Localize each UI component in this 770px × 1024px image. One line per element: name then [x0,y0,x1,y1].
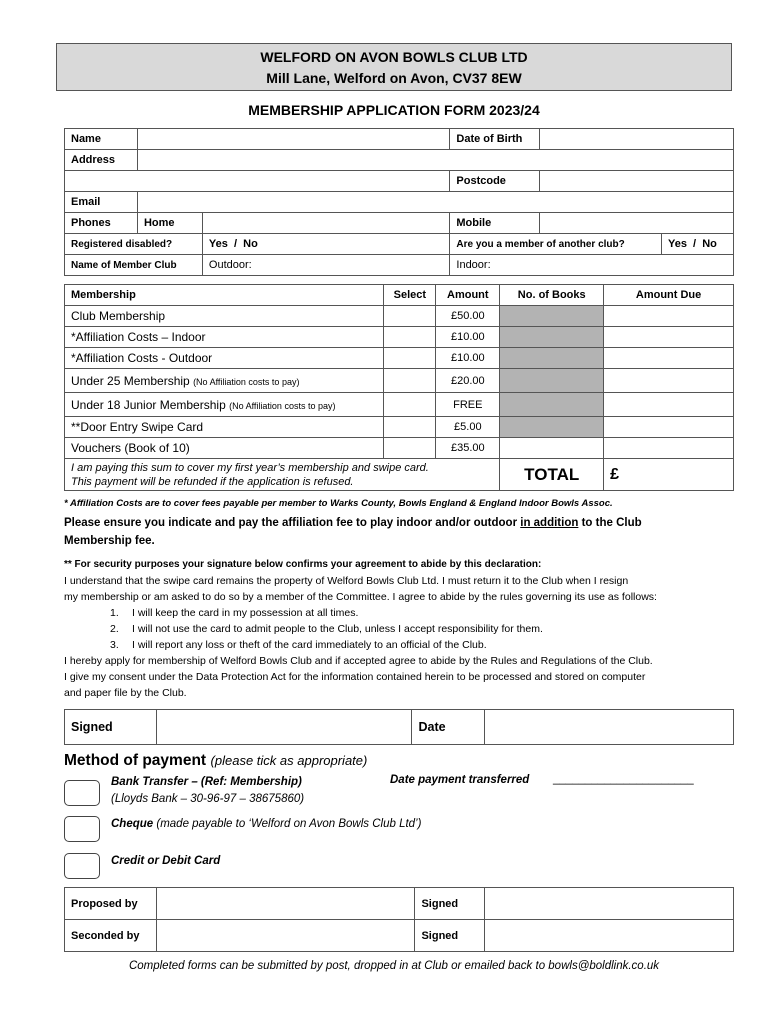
email-label: Email [65,192,138,213]
member-club-label: Name of Member Club [65,255,203,276]
cheque-checkbox[interactable] [64,816,100,842]
select-cell[interactable] [384,417,436,438]
home-phone-field[interactable] [202,213,450,234]
list-item: 2. I will not use the card to admit people to the Club, unless I accept responsibility for them. [110,623,543,635]
membership-label: **Door Entry Swipe Card [65,417,384,438]
table-row [65,393,734,417]
membership-label: Club Membership [65,306,384,327]
books-input[interactable] [500,438,604,459]
seconded-by-label: Seconded by [65,920,157,952]
club-header [56,43,732,91]
proposed-by-field[interactable] [156,888,415,920]
registered-disabled-label: Registered disabled? [65,234,203,255]
affiliation-instruction: Please ensure you indicate and pay the affiliation fee to play indoor and/or outdoor in addition to the Club Membership fee. [64,517,642,547]
total-amount-field[interactable]: £ [604,459,734,491]
membership-header: Membership [65,285,384,306]
select-cell[interactable] [384,369,436,393]
applicant-details-table [64,128,734,276]
membership-label: *Affiliation Costs – Indoor [65,327,384,348]
cheque-label: Cheque (made payable to ‘Welford on Avon Bowls Club Ltd’) [111,818,422,830]
bank-transfer-label: Bank Transfer – (Ref: Membership) (Lloyds Bank – 30-96-97 – 38675860) [111,776,305,805]
declaration-text-1: I understand that the swipe card remains the property of Welford Bowls Club Ltd. I must return it to the Club when I resign my membership or am asked to do so by a member of the Committee. I agree to abide by the rules governing its use as follows: [64,575,657,603]
total-label: TOTAL [500,459,604,491]
amount-cell: £50.00 [436,306,500,327]
books-cell-disabled [500,306,604,327]
name-label: Name [65,129,138,150]
amount-due-cell[interactable] [604,438,734,459]
seconded-by-field[interactable] [156,920,415,952]
amount-cell: £20.00 [436,369,500,393]
declaration-text-2: I hereby apply for membership of Welford Bowls Club and if accepted agree to abide by the Rules and Regulations of the Club. I give my consent under the Data Protection Act for the information contained herein to be processed and stored on computer and paper file by the Club. [64,655,653,699]
footer-note: Completed forms can be submitted by post, dropped in at Club or emailed back to bowls@boldlink.co.uk [128,960,660,972]
amount-due-cell[interactable] [604,417,734,438]
table-row [65,438,734,459]
table-row [65,369,734,393]
select-cell[interactable] [384,348,436,369]
table-row [65,348,734,369]
books-cell-disabled [500,393,604,417]
declaration-list [110,605,543,653]
mobile-label: Mobile [450,213,540,234]
phones-label: Phones [65,213,138,234]
email-field[interactable] [137,192,733,213]
club-name: WELFORD ON AVON BOWLS CLUB LTD [260,49,528,65]
date-transferred-field[interactable]: ______________________ [553,773,694,785]
dob-label: Date of Birth [450,129,540,150]
table-row [65,327,734,348]
amount-header: Amount [436,285,500,306]
seconder-signature-field[interactable] [485,920,734,952]
club-address: Mill Lane, Welford on Avon, CV37 8EW [266,70,522,86]
amount-cell: £10.00 [436,327,500,348]
select-cell[interactable] [384,393,436,417]
date-field[interactable] [485,710,734,745]
list-item: 1. I will keep the card in my possession at all times. [110,607,359,619]
address-label: Address [65,150,138,171]
amount-due-cell[interactable] [604,393,734,417]
amount-cell: £10.00 [436,348,500,369]
amount-due-cell[interactable] [604,306,734,327]
membership-label: Under 18 Junior Membership (No Affiliation costs to pay) [65,393,384,417]
signed-label: Signed [65,710,157,745]
payment-heading: Method of payment (please tick as appropriate) [64,752,368,769]
books-header: No. of Books [500,285,604,306]
amount-cell: £35.00 [436,438,500,459]
membership-label: *Affiliation Costs - Outdoor [65,348,384,369]
proposer-table [64,887,734,952]
bank-transfer-checkbox[interactable] [64,780,100,806]
payment-note: I am paying this sum to cover my first year’s membership and swipe card. This payment will be refunded if the application is refused. [65,459,500,491]
declaration-heading: ** For security purposes your signature below confirms your agreement to abide by this declaration: [64,559,542,570]
address-field-2[interactable] [65,171,450,192]
amount-due-cell[interactable] [604,348,734,369]
amount-cell: FREE [436,393,500,417]
select-cell[interactable] [384,327,436,348]
card-checkbox[interactable] [64,853,100,879]
other-club-label: Are you a member of another club? [450,234,662,255]
signature-table [64,709,734,745]
affiliation-note: * Affiliation Costs are to cover fees payable per member to Warks County, Bowls England & England Indoor Bowls Assoc. [64,498,613,509]
books-cell-disabled [500,369,604,393]
table-row [65,306,734,327]
amount-due-header: Amount Due [604,285,734,306]
seconder-signed-label: Signed [415,920,485,952]
amount-cell: £5.00 [436,417,500,438]
mobile-field[interactable] [540,213,734,234]
amount-due-cell[interactable] [604,369,734,393]
date-transferred-label: Date payment transferred [390,774,530,786]
disabled-yes-no[interactable]: Yes / No [202,234,450,255]
home-label: Home [137,213,202,234]
membership-table [64,284,734,491]
select-cell[interactable] [384,306,436,327]
proposer-signed-label: Signed [415,888,485,920]
select-cell[interactable] [384,438,436,459]
select-header: Select [384,285,436,306]
outdoor-club-field[interactable]: Outdoor: [202,255,450,276]
date-label: Date [412,710,485,745]
indoor-club-field[interactable]: Indoor: [450,255,734,276]
form-title: MEMBERSHIP APPLICATION FORM 2023/24 [248,102,540,118]
dob-field[interactable] [540,129,734,150]
books-cell-disabled [500,348,604,369]
postcode-field[interactable] [540,171,734,192]
books-cell-disabled [500,327,604,348]
books-cell-disabled [500,417,604,438]
proposer-signature-field[interactable] [485,888,734,920]
membership-label: Under 25 Membership (No Affiliation costs to pay) [65,369,384,393]
list-item: 3. I will report any loss or theft of the card immediately to an official of the Club. [110,639,487,651]
card-label: Credit or Debit Card [111,855,221,867]
name-field[interactable] [137,129,449,150]
amount-due-cell[interactable] [604,327,734,348]
table-row [65,417,734,438]
address-field-1[interactable] [137,150,733,171]
other-club-yes-no[interactable]: Yes / No [661,234,733,255]
proposed-by-label: Proposed by [65,888,157,920]
postcode-label: Postcode [450,171,540,192]
membership-label: Vouchers (Book of 10) [65,438,384,459]
signature-field[interactable] [156,710,412,745]
